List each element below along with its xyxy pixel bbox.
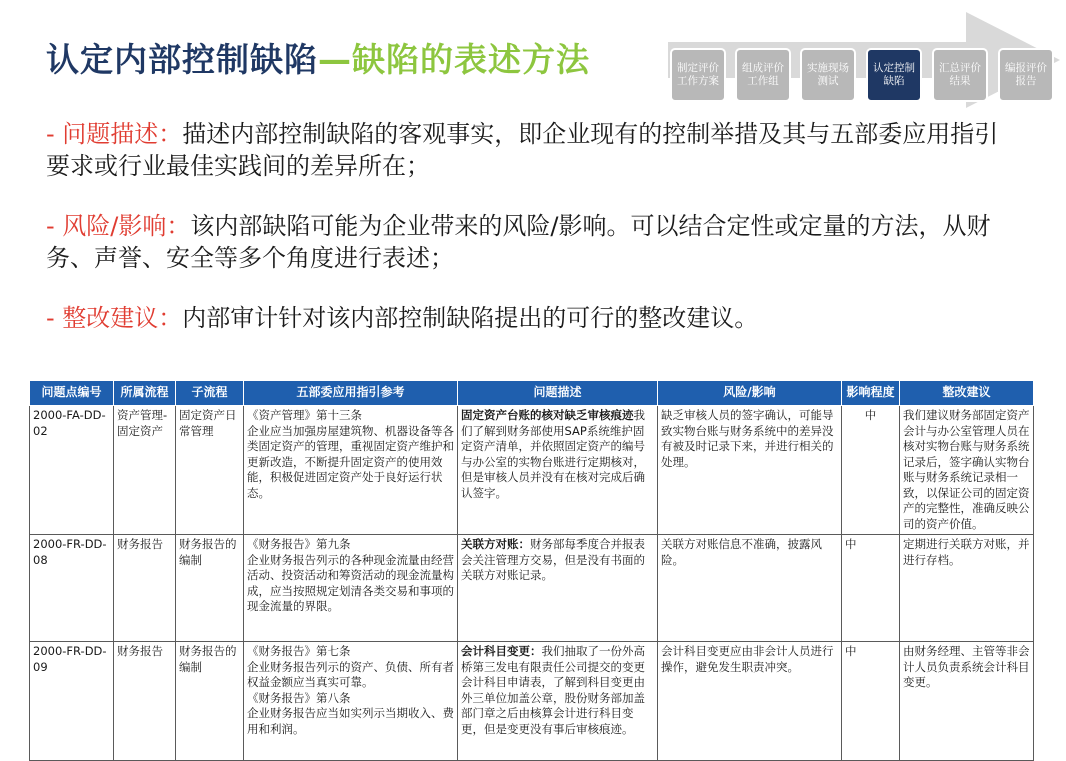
cell-desc: 会计科目变更：我们抽取了一份外高桥第三发电有限责任公司提交的变更会计科目申请表，了解到科目变更由外三单位加盖公章，股份财务部加盖部门章之后由核算会计进行科目变更，但是变更没有事后审核痕迹。 — [458, 642, 658, 761]
cell-process: 资产管理-固定资产 — [114, 406, 176, 535]
cell-id: 2000-FR-DD-09 — [30, 642, 114, 761]
cell-id: 2000-FR-DD-08 — [30, 535, 114, 642]
process-steps — [668, 12, 1060, 108]
table-row — [30, 406, 1034, 535]
cell-subprocess: 财务报告的编制 — [176, 535, 244, 642]
defect-table — [29, 380, 1034, 761]
col-ref: 五部委应用指引参考 — [244, 381, 458, 406]
cell-risk: 关联方对账信息不准确，披露风险。 — [658, 535, 842, 642]
col-level: 影响程度 — [842, 381, 900, 406]
cell-level: 中 — [842, 535, 900, 642]
title-dash: — — [318, 40, 352, 79]
table-header-row — [30, 381, 1034, 406]
title-main: 认定内部控制缺陷 — [46, 40, 318, 79]
bullet-risk: - 风险/影响：该内部缺陷可能为企业带来的风险/影响。可以结合定性或定量的方法，从财务、声誉、安全等多个角度进行表述； — [46, 212, 991, 272]
col-id: 问题点编号 — [30, 381, 114, 406]
step-3[interactable]: 实施现场测试 — [800, 48, 856, 102]
table-row — [30, 535, 1034, 642]
step-5[interactable]: 汇总评价结果 — [932, 48, 988, 102]
step-4-active[interactable]: 认定控制缺陷 — [866, 48, 922, 102]
step-2[interactable]: 组成评价工作组 — [735, 48, 791, 102]
cell-ref: 《财务报告》第七条 企业财务报告列示的资产、负债、所有者权益金额应当真实可靠。 《财务报告》第八条 企业财务报告应当如实列示当期收入、费用和利润。 — [244, 642, 458, 761]
cell-desc: 关联方对账：财务部每季度合并报表会关注管理方交易，但是没有书面的关联方对账记录。 — [458, 535, 658, 642]
cell-process: 财务报告 — [114, 642, 176, 761]
cell-process: 财务报告 — [114, 535, 176, 642]
cell-suggestion: 由财务经理、主管等非会计人员负责系统会计科目变更。 — [900, 642, 1034, 761]
table-row — [30, 642, 1034, 761]
cell-level: 中 — [842, 406, 900, 535]
col-process: 所属流程 — [114, 381, 176, 406]
cell-level: 中 — [842, 642, 900, 761]
cell-subprocess: 财务报告的编制 — [176, 642, 244, 761]
page-title — [46, 34, 590, 81]
cell-subprocess: 固定资产日常管理 — [176, 406, 244, 535]
cell-risk: 会计科目变更应由非会计人员进行操作，避免发生职责冲突。 — [658, 642, 842, 761]
bullet-list — [46, 118, 1006, 334]
cell-id: 2000-FA-DD-02 — [30, 406, 114, 535]
title-sub: 缺陷的表述方法 — [352, 40, 590, 79]
bullet-problem: - 问题描述：描述内部控制缺陷的客观事实，即企业现有的控制举措及其与五部委应用指引要求或行业最佳实践间的差异所在； — [46, 120, 999, 180]
col-risk: 风险/影响 — [658, 381, 842, 406]
cell-suggestion: 我们建议财务部固定资产会计与办公室管理人员在核对实物台账与财务系统记录后，签字确认实物台账与财务系统记录相一致，以保证公司的固定资产的完整性，准确反映公司的资产价值。 — [900, 406, 1034, 535]
step-6[interactable]: 编报评价报告 — [998, 48, 1054, 102]
cell-risk: 缺乏审核人员的签字确认，可能导致实物台账与财务系统中的差异没有被及时记录下来，并进行相关的处理。 — [658, 406, 842, 535]
cell-desc: 固定资产台账的核对缺乏审核痕迹我们了解到财务部使用SAP系统维护固定资产清单，并依照固定资产的编号与办公室的实物台账进行定期核对，但是审核人员并没有在核对完成后确认签字。 — [458, 406, 658, 535]
col-suggestion: 整改建议 — [900, 381, 1034, 406]
bullet-suggestion: - 整改建议：内部审计针对该内部控制缺陷提出的可行的整改建议。 — [46, 304, 759, 332]
col-subprocess: 子流程 — [176, 381, 244, 406]
col-desc: 问题描述 — [458, 381, 658, 406]
step-1[interactable]: 制定评价工作方案 — [670, 48, 726, 102]
cell-suggestion: 定期进行关联方对账，并进行存档。 — [900, 535, 1034, 642]
cell-ref: 《资产管理》第十三条 企业应当加强房屋建筑物、机器设备等各类固定资产的管理，重视固定资产维护和更新改造，不断提升固定资产的使用效能，积极促进固定资产处于良好运行状态。 — [244, 406, 458, 535]
cell-ref: 《财务报告》第九条 企业财务报告列示的各种现金流量由经营活动、投资活动和筹资活动的现金流量构成，应当按照规定划清各类交易和事项的现金流量的界限。 — [244, 535, 458, 642]
